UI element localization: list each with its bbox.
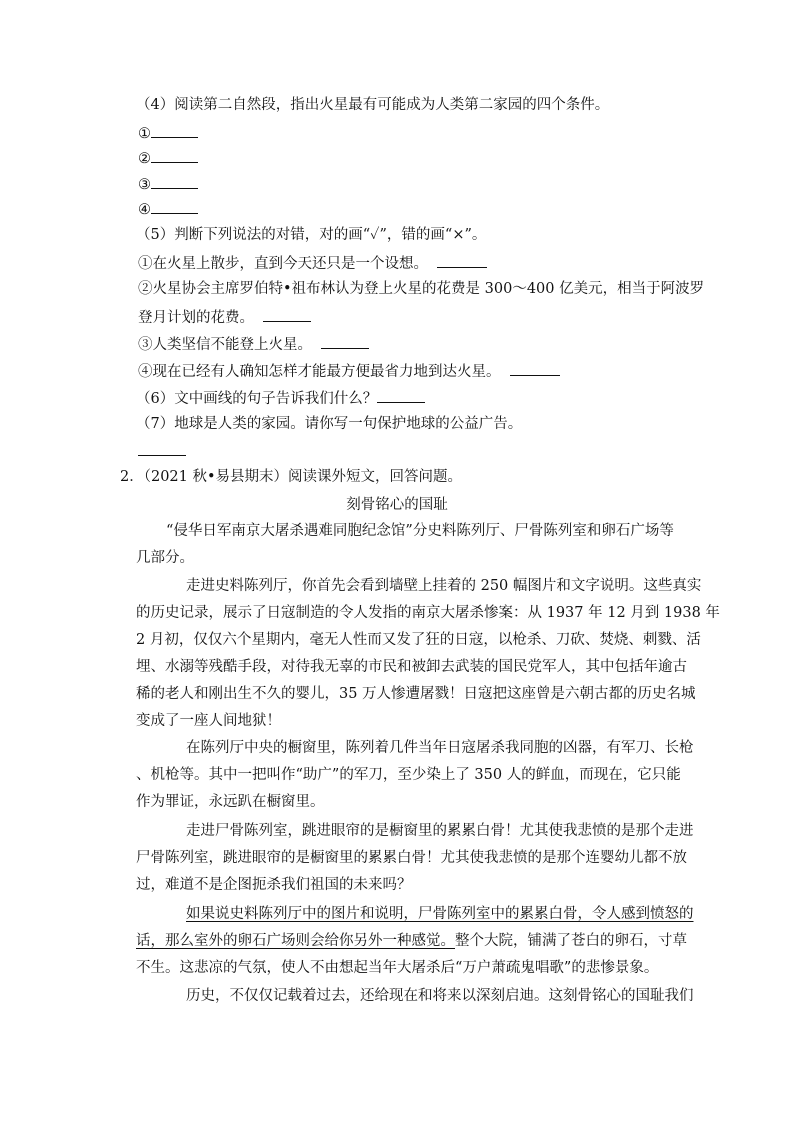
answer-blank[interactable] — [437, 252, 487, 268]
answer-blank[interactable] — [263, 306, 311, 322]
paragraph-5-line-3: 不生。这悲凉的气氛，使人不由想起当年大屠杀后“万户萧疏鬼唱歌”的悲惨景象。 — [136, 960, 659, 976]
question-6-prompt: （6）文中画线的句子告诉我们什么？ — [136, 391, 378, 407]
statement-text: ③人类坚信不能登上火星。 — [138, 337, 312, 353]
statement-3 — [138, 333, 369, 355]
paragraph-2-line-3: 2 月初，仅仅六个星期内，毫无人性而又发了狂的日寇，以枪杀、刀砍、焚烧、刺戮、活 — [136, 632, 701, 648]
option-marker: ② — [138, 151, 151, 167]
statement-text: ①在火星上散步，直到今天还只是一个设想。 — [138, 256, 428, 272]
paragraph-3-line-3: 作为罪证，永远趴在橱窗里。 — [136, 794, 325, 810]
paragraph-6-line-1: 历史，不仅仅记载着过去，还给现在和将来以深刻启迪。这刻骨铭心的国耻我们 — [186, 988, 694, 1004]
answer-line-4 — [138, 198, 198, 220]
answer-line-q7 — [138, 440, 186, 462]
paragraph-2-line-2: 的历史记录，展示了日寇制造的令人发指的南京大屠杀惨案：从 1937 年 12 月到 1938 年 — [136, 605, 720, 621]
answer-blank[interactable] — [151, 147, 198, 163]
answer-line-1 — [138, 122, 198, 144]
statement-2-line-2 — [138, 306, 311, 328]
paragraph-5-line-2 — [136, 931, 687, 951]
passage-title: 刻骨铭心的国耻 — [346, 497, 448, 513]
paragraph-1-line-2: 几部分。 — [136, 550, 194, 566]
answer-line-3 — [138, 173, 198, 195]
answer-blank[interactable] — [138, 440, 186, 456]
statement-2-line-1: ②火星协会主席罗伯特•祖布林认为登上火星的花费是 300～400 亿美元，相当于阿波罗 — [138, 281, 705, 297]
paragraph-2-line-5: 稀的老人和刚出生不久的婴儿，35 万人惨遭屠戮！日寇把这座曾是六朝古都的历史名城 — [136, 686, 696, 702]
paragraph-2-line-1: 走进史料陈列厅，你首先会看到墙壁上挂着的 250 幅图片和文字说明。这些真实 — [186, 578, 702, 594]
question-5-prompt: （5）判断下列说法的对错，对的画“✓”，错的画“×”。 — [136, 227, 487, 243]
option-marker: ① — [138, 126, 151, 142]
answer-blank[interactable] — [151, 173, 198, 189]
answer-blank[interactable] — [377, 387, 425, 403]
paragraph-5-line-1 — [186, 904, 694, 924]
paragraph-4-line-2: 尸骨陈列室，跳进眼帘的是橱窗里的累累白骨！尤其使我悲愤的是那个连婴幼儿都不放 — [136, 850, 687, 866]
answer-blank[interactable] — [151, 122, 198, 138]
answer-blank[interactable] — [510, 360, 560, 376]
option-marker: ③ — [138, 177, 151, 193]
underlined-sentence: 如果说史料陈列厅中的图片和说明，尸骨陈列室中的累累白骨，令人感到愤怒的 — [186, 906, 694, 922]
statement-4 — [138, 360, 560, 382]
answer-blank[interactable] — [321, 333, 369, 349]
paragraph-4-line-1: 走进尸骨陈列室，跳进眼帘的是橱窗里的累累白骨！尤其使我悲愤的是那个走进 — [186, 823, 694, 839]
paragraph-3-line-2: 、机枪等。其中一把叫作“助广”的军刀，至少染上了 350 人的鲜血，而现在，它只能 — [136, 767, 681, 783]
question-6 — [136, 387, 425, 409]
underlined-sentence: 话，那么室外的卵石广场则会给你另外一种感觉。 — [136, 933, 455, 949]
question-2-header: 2．（2021 秋•易县期末）阅读课外短文，回答问题。 — [120, 469, 463, 485]
answer-line-2 — [138, 147, 198, 169]
paragraph-text: 整个大院，铺满了苍白的卵石，寸草 — [455, 933, 687, 949]
question-7-prompt: （7）地球是人类的家园。请你写一句保护地球的公益广告。 — [136, 416, 523, 432]
paragraph-1-line-1: “侵华日军南京大屠杀遇难同胞纪念馆”分史料陈列厅、尸骨陈列室和卵石广场等 — [166, 523, 674, 539]
paragraph-4-line-3: 过，难道不是企图扼杀我们祖国的未来吗？ — [136, 877, 412, 893]
statement-1 — [138, 252, 487, 274]
option-marker: ④ — [138, 202, 151, 218]
paragraph-3-line-1: 在陈列厅中央的橱窗里，陈列着几件当年日寇屠杀我同胞的凶器，有军刀、长枪 — [186, 740, 694, 756]
statement-text: 登月计划的花费。 — [138, 310, 254, 326]
statement-text: ④现在已经有人确知怎样才能最方便最省力地到达火星。 — [138, 364, 501, 380]
paragraph-2-line-4: 埋、水溺等残酷手段，对待我无辜的市民和被卸去武装的国民党军人，其中包括年逾古 — [136, 659, 687, 675]
answer-blank[interactable] — [151, 198, 198, 214]
paragraph-2-line-6: 变成了一座人间地狱！ — [136, 713, 281, 729]
question-4-prompt: （4）阅读第二自然段，指出火星最有可能成为人类第二家园的四个条件。 — [136, 97, 610, 113]
